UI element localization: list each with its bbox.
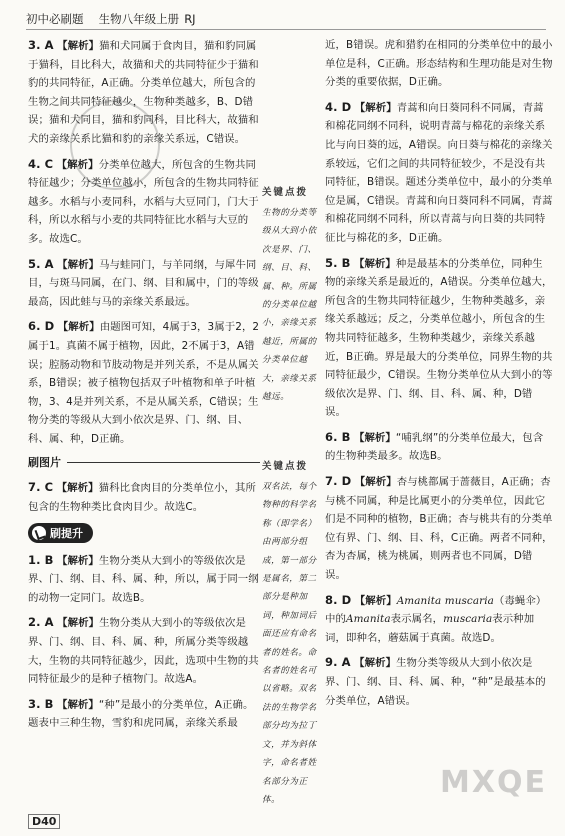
answer-item: 2. A 【解析】生物分类从大到小的等级依次是界、门、纲、目、科、属、种，所属分类等级越大，生物的共同特征越少，因此，选项中生物的共同特征最少的是种子植物门。故选A。	[28, 615, 259, 686]
book-series: 初中必刷题	[26, 12, 84, 26]
watermark-logo: MXQE	[440, 765, 547, 800]
book-edition: RJ	[184, 12, 196, 26]
answer-item: 3. B 【解析】“种”是最小的分类单位，A正确。题表中三种生物，雪豹和虎同属，亲缘关系最	[28, 696, 254, 730]
sidebar-note-2: 关键点拨 双名法，每个物种的科学名称（即学名）由两部分组成，第一部分是属名，第二部分是种加词，种加词后面还应有命名者的姓名。命名者的姓名可以省略。双名法的生物学名部分均为拉丁文，并为斜体字，命名者姓名部分为正体。	[262, 461, 317, 805]
answer-item: 1. B 【解析】生物分类从大到小的等级依次是界、门、纲、目、科、属、种，所以，属于同一纲的动物一定同门。故选B。	[28, 552, 259, 604]
answer-item: 7. C 【解析】猫科比食肉目的分类单位小，其所包含的生物种类比食肉目少。故选C。	[28, 480, 256, 514]
answer-item: 近，B错误。虎和猎豹在相同的分类单位中的最小单位是科，C正确。形态结构和生理功能是对生物分类的重要依据，D正确。	[325, 39, 553, 89]
answer-item: 8. D 【解析】Amanita muscaria（毒蝇伞）中的Amanita表示属名，muscaria表示种加词，即种名，蘑菇属于真菌。故选D。	[325, 592, 547, 644]
answer-item: 6. D 【解析】由题图可知，4属于3，3属于2，2属于1。真菌不属于植物，因此，2不属于3，A错误；腔肠动物和节肢动物是并列关系，不是从属关系，B错误；被子植物包括双子叶植物和单子叶植物，3、4是并列关系，不是从属关系，C错误；生物分类的等级从大到小依次是界、门、纲、目、科、属、种，D正确。	[28, 319, 260, 445]
page-header	[26, 8, 546, 30]
answer-item: 4. D 【解析】青蒿和向日葵同科不同属，青蒿和棉花同纲不同科，说明青蒿与棉花的亲缘关系比与向日葵的远，A错误。向日葵与棉花的亲缘关系较远，它们之间的共同特征较少，不是没有共同特征，B错误。题述分类单位中，最小的分类单位是属，C错误。青蒿和向日葵同科不同属，青蒿和棉花同纲不同科，所以青蒿与向日葵的共同特征比与棉花的多，D正确。	[325, 99, 553, 244]
left-column	[28, 36, 260, 739]
page-number: D40	[28, 814, 60, 829]
answer-item: 9. A 【解析】生物分类等级从大到小依次是界、门、纲、目、科、属、种，“种”是最基本的分类单位，A错误。	[325, 655, 546, 707]
answer-item: 4. C 【解析】分类单位越大，所包含的生物共同特征越少；分类单位越小，所包含的生物共同特征越多。水稻与小麦同科，水稻与大豆同门，门大于科，所以水稻与小麦的共同特征比水稻与大豆的多。故选C。	[28, 156, 259, 245]
answer-item: 5. B 【解析】种是最基本的分类单位，同种生物的亲缘关系是最近的，A错误。分类单位越大，所包含的生物共同特征越少，生物种类越多，亲缘关系越远；反之，分类单位越小，所包含的生物共同特征越多，生物种类越少，亲缘关系越近，B正确。界是最大的分类单位，同界生物的共同特征最少，C错误。生物分类单位从大到小的等级依次是界、门、纲、目、科、属、种，D错误。	[325, 255, 553, 419]
book-subject: 生物八年级上册	[98, 12, 180, 26]
section-advance: 刷提升	[28, 523, 260, 543]
answer-item: 5. A 【解析】马与蛙同门，与羊同纲，与犀牛同目，与斑马同属，在门、纲、目和属中，门的等级最高，因此蛙与马的亲缘关系最远。	[28, 256, 259, 308]
check-icon	[32, 526, 46, 540]
answer-item: 3. A 【解析】猫和犬同属于食肉目，猫和豹同属于猫科，目比科大，故猫和犬的共同特征少于猫和豹的共同特征，A正确。分类单位越大，所包含的生物之间共同特征越少，生物种类越多，B、D错误；猫和犬同目，猫和豹同科，目比科大，故猫和犬的亲缘关系比猫和豹的亲缘关系远，C错误。	[28, 38, 259, 145]
answer-item: 7. D 【解析】杏与桃都属于蔷薇目，A正确；杏与桃不同属，种是比属更小的分类单位，因此它们是不同种的植物，B正确；杏与桃共有的分类单位有界、门、纲、目、科，C正确。两者不同种，杏为杏属，桃为桃属，则两者也不同属，D错误。	[325, 474, 553, 582]
answer-item: 6. B 【解析】“哺乳纲”的分类单位最大，包含的生物种类最多。故选B。	[325, 429, 544, 463]
right-column	[325, 36, 553, 716]
sidebar-note-1: 关键点拨 生物的分类等级从大到小依次是界、门、纲、目、科、属、种。所属的分类单位越小，亲缘关系越近，所属的分类单位越大，亲缘关系越远。	[262, 187, 317, 403]
section-figure: 刷图片	[28, 454, 260, 470]
